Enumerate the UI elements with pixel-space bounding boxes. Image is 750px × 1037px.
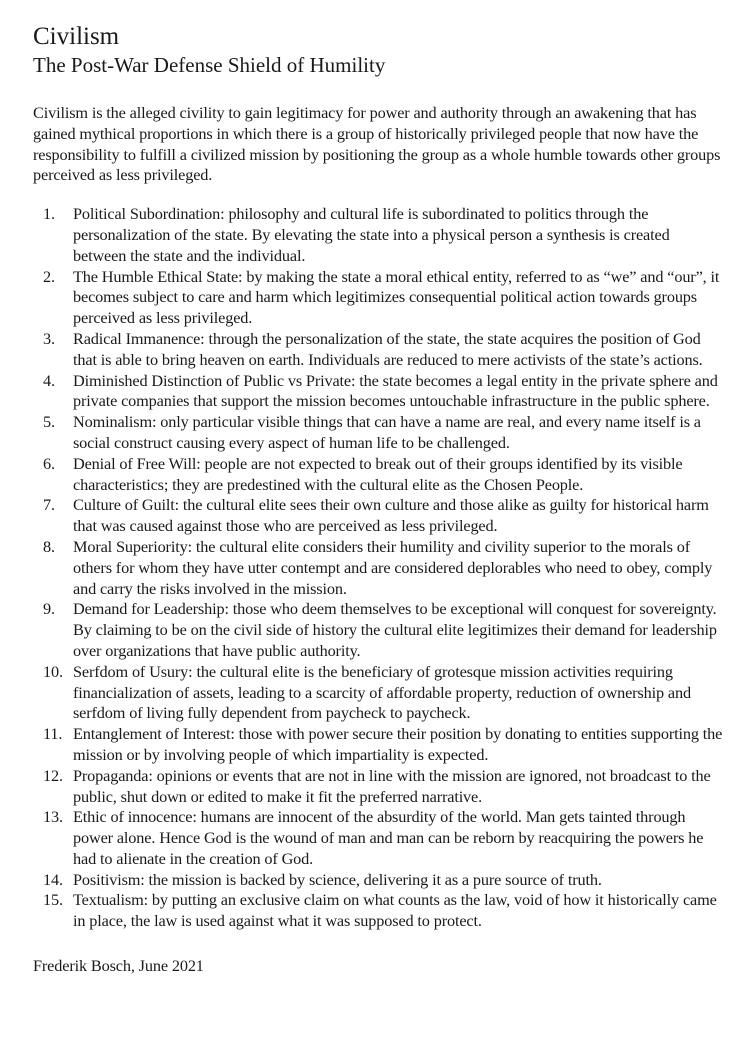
list-item bbox=[33, 724, 723, 766]
list-item-text: Propaganda: opinions or events that are not in line with the mission are ignored, not broadcast to the public, shut down or edited to make it fit the preferred narrative. bbox=[73, 765, 711, 806]
list-item bbox=[33, 329, 723, 371]
document-subtitle: The Post-War Defense Shield of Humility bbox=[33, 53, 386, 77]
list-item-text: Moral Superiority: the cultural elite considers their humility and civility superior to the morals of others for whom they have utter contempt and are considered deplorables who need to obey, comply and carry the risks involved in the mission. bbox=[73, 536, 713, 598]
list-item-text: Radical Immanence: through the personalization of the state, the state acquires the position of God that is able to bring heaven on earth. Individuals are reduced to mere activists of the state’s actions. bbox=[73, 328, 703, 369]
list-item-text: Ethic of innocence: humans are innocent of the absurdity of the world. Man gets tainted through power alone. Hence God is the wound of man and man can be reborn by reacquiring the powers he had to alienate in the creation of God. bbox=[73, 807, 704, 868]
list-item bbox=[33, 537, 723, 599]
list-item bbox=[33, 599, 723, 661]
list-number: 5. bbox=[43, 412, 55, 432]
list-item bbox=[33, 870, 723, 891]
list-item-text: Textualism: by putting an exclusive claim on what counts as the law, void of how it historically came in place, the law is used against what it was supposed to protect. bbox=[73, 890, 717, 931]
list-item-text: Demand for Leadership: those who deem themselves to be exceptional will conquest for sovereignty. By claiming to be on the civil side of history the cultural elite legitimizes their demand for leadership over organizations that have public authority. bbox=[73, 599, 717, 660]
list-number: 11. bbox=[43, 724, 63, 744]
list-number: 14. bbox=[43, 869, 63, 889]
list-item bbox=[33, 890, 723, 932]
list-number: 15. bbox=[43, 890, 63, 910]
list-number: 7. bbox=[43, 495, 55, 515]
list-number: 10. bbox=[43, 661, 63, 681]
list-number: 13. bbox=[43, 807, 63, 827]
list-item-text: Entanglement of Interest: those with power secure their position by donating to entities supporting the mission or by involving people of which impartiality is expected. bbox=[73, 724, 723, 764]
document-page bbox=[33, 22, 723, 977]
list-item bbox=[33, 267, 723, 329]
list-item-text: Political Subordination: philosophy and cultural life is subordinated to politics through the personalization of the state. By elevating the state into a physical person a synthesis is created between the state and the individual. bbox=[73, 204, 670, 265]
list-item bbox=[33, 412, 723, 454]
principles-list bbox=[33, 204, 723, 932]
list-item-text: Serfdom of Usury: the cultural elite is the beneficiary of grotesque mission activities requiring financialization of assets, leading to a scarcity of affordable property, reduction of ownership and serfdom of living fully dependent from paycheck to paycheck. bbox=[73, 661, 691, 723]
list-number: 3. bbox=[43, 328, 55, 348]
list-item bbox=[33, 454, 723, 496]
list-number: 12. bbox=[43, 765, 63, 785]
list-item bbox=[33, 662, 723, 724]
list-item-text: Nominalism: only particular visible things that can have a name are real, and every name itself is a social construct causing every aspect of human life to be challenged. bbox=[73, 412, 701, 452]
list-item-text: Positivism: the mission is backed by science, delivering it as a pure source of truth. bbox=[73, 869, 602, 889]
list-item-text: Denial of Free Will: people are not expected to break out of their groups identified by its visible characteristics; they are predestined with the cultural elite as the Chosen People. bbox=[73, 453, 683, 494]
list-item bbox=[33, 495, 723, 537]
list-number: 9. bbox=[43, 599, 55, 619]
list-number: 2. bbox=[43, 266, 55, 286]
document-title: Civilism bbox=[33, 23, 120, 50]
list-item bbox=[33, 371, 723, 413]
list-number: 6. bbox=[43, 453, 55, 473]
list-number: 1. bbox=[43, 204, 55, 224]
list-number: 4. bbox=[43, 370, 55, 390]
list-number: 8. bbox=[43, 536, 55, 556]
list-item-text: Diminished Distinction of Public vs Private: the state becomes a legal entity in the private sphere and private companies that support the mission becomes untouchable infrastructure in the public sphere. bbox=[73, 370, 718, 411]
intro-paragraph: Civilism is the alleged civility to gain legitimacy for power and authority through an awakening that has gained mythical proportions in which there is a group of historically privileged people that now have the responsibility to fulfill a civilized mission by positioning the group as a whole humble towards other groups perceived as less privileged. bbox=[33, 103, 721, 185]
author-signature: Frederik Bosch, June 2021 bbox=[33, 956, 204, 976]
list-item-text: The Humble Ethical State: by making the state a moral ethical entity, referred to as “we” and “our”, it becomes subject to care and harm which legitimizes consequential political action towards groups perceived as less privileged. bbox=[73, 266, 720, 328]
list-item-text: Culture of Guilt: the cultural elite sees their own culture and those alike as guilty for historical harm that was caused against those who are perceived as less privileged. bbox=[73, 495, 709, 536]
list-item bbox=[33, 766, 723, 808]
list-item bbox=[33, 807, 723, 869]
list-item bbox=[33, 204, 723, 266]
